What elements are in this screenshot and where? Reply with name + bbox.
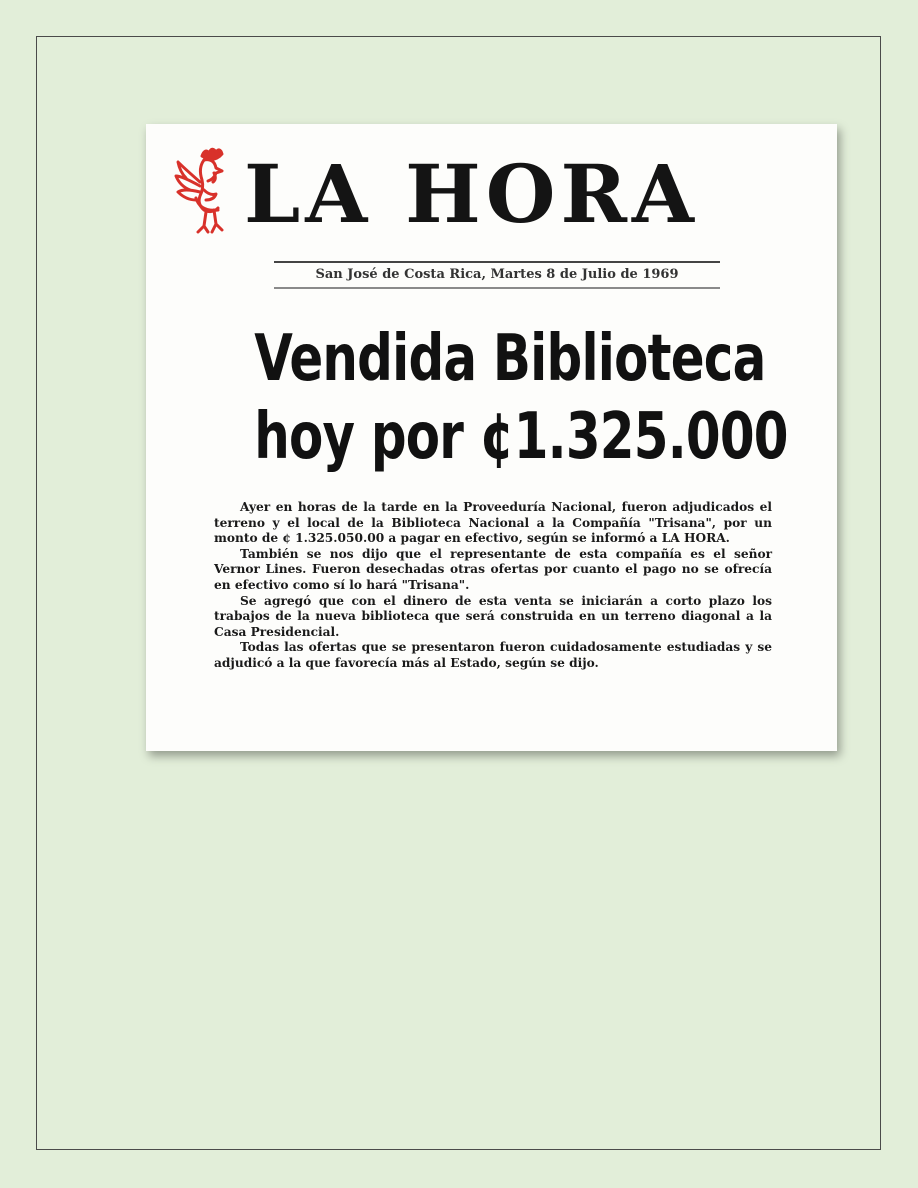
article-body bbox=[214, 500, 772, 672]
headline-line-2: hoy por ¢1.325.000 bbox=[254, 400, 788, 474]
masthead-title: LA HORA bbox=[244, 147, 699, 241]
article-paragraph: También se nos dijo que el representante de esta compañía es el señor Vernor Lines. Fueron desechadas otras ofertas por cuanto el pago no se ofrecía en efectivo como sí lo hará "Trisana". bbox=[214, 546, 772, 592]
article-headline bbox=[254, 320, 788, 476]
masthead bbox=[172, 144, 822, 254]
dateline: San José de Costa Rica, Martes 8 de Julio de 1969 bbox=[274, 261, 720, 289]
article-paragraph: Se agregó que con el dinero de esta venta se iniciarán a corto plazo los trabajos de la nueva biblioteca que será construida en un terreno diagonal a la Casa Presidencial. bbox=[214, 593, 772, 639]
newspaper-clipping bbox=[146, 124, 837, 751]
rooster-icon bbox=[172, 146, 236, 238]
headline-line-1: Vendida Biblioteca bbox=[254, 322, 766, 396]
article-paragraph: Todas las ofertas que se presentaron fueron cuidadosamente estudiadas y se adjudicó a la que favorecía más al Estado, según se dijo. bbox=[214, 640, 772, 670]
article-paragraph: Ayer en horas de la tarde en la Proveeduría Nacional, fueron adjudicados el terreno y el local de la Biblioteca Nacional a la Compañía "Trisana", por un monto de ¢ 1.325.050.00 a pagar en efectivo, según se informó a LA HORA. bbox=[214, 500, 772, 546]
